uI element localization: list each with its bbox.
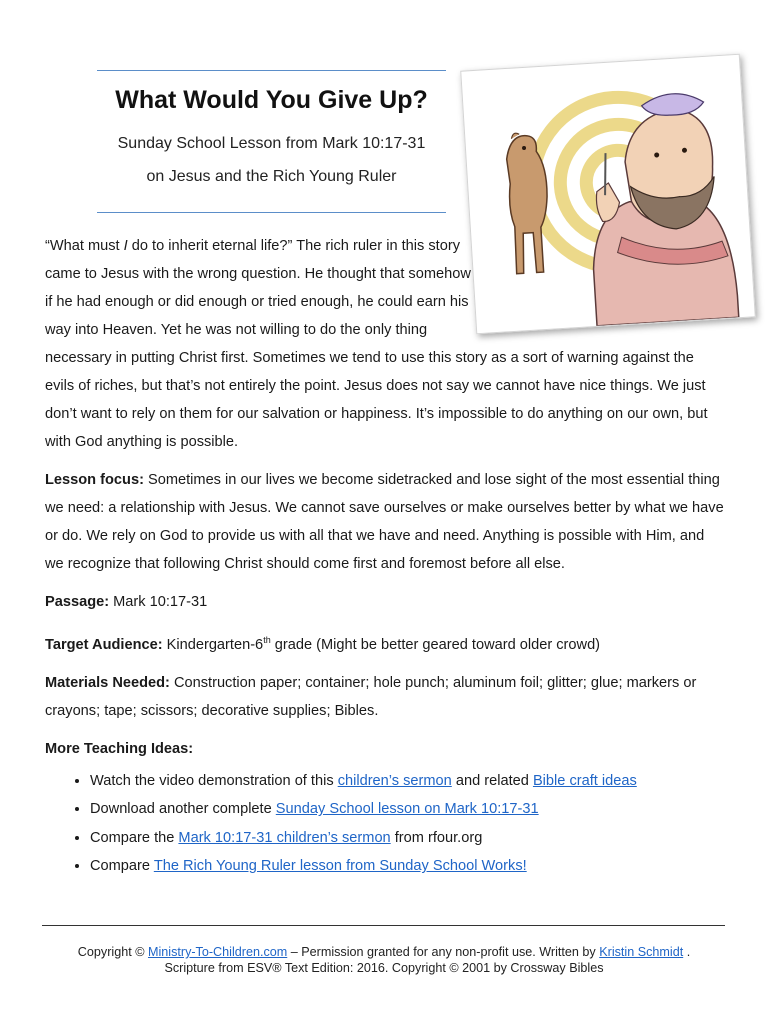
illustration-text-wrap-spacer <box>475 232 725 335</box>
footer-period: . <box>683 945 691 959</box>
target-audience-paragraph <box>45 626 725 659</box>
childrens-sermon-link[interactable]: children’s sermon <box>337 772 452 789</box>
footer-copyright-line <box>20 944 748 960</box>
rich-young-ruler-lesson-link[interactable]: The Rich Young Ruler lesson from Sunday School Works! <box>153 858 527 875</box>
bible-craft-ideas-link[interactable]: Bible craft ideas <box>532 772 637 789</box>
grade-superscript: th <box>263 635 271 645</box>
list-item-text: Compare <box>90 858 154 875</box>
passage-text: Mark 10:17-31 <box>109 594 208 610</box>
footer <box>20 944 748 976</box>
ministry-to-children-link[interactable]: Ministry-To-Children.com <box>147 945 288 959</box>
target-audience-label: Target Audience: <box>45 636 163 653</box>
materials-paragraph <box>45 669 725 725</box>
list-item <box>90 767 725 796</box>
lesson-content <box>45 232 725 881</box>
list-item-text: Compare the <box>90 829 179 846</box>
intro-quote-rest: do to inherit eternal life?” The rich ruler in this story came to Jesus with the wrong question. He thought that somehow if he had enough or did enough or tried enough, he could earn his way into Heaven. Yet he was not willing to do the only thing necessary in putting Christ first. Sometimes we tend to use this story as a sort of warning against the evils of riches, but that’s not entirely the point. Jesus does not say we cannot have nice things. We just don’t want to rely on them for our salvation or happiness. It’s impossible to do anything on our own, but with God anything is possible. <box>45 238 708 450</box>
materials-label: Materials Needed: <box>45 674 170 691</box>
list-item-text: and related <box>451 772 533 789</box>
subtitle-line-1: Sunday School Lesson from Mark 10:17-31 <box>117 135 426 152</box>
more-ideas-paragraph <box>45 735 725 763</box>
footer-scripture-line: Scripture from ESV® Text Edition: 2016. Copyright © 2001 by Crossway Bibles <box>164 961 604 975</box>
list-item <box>90 824 725 853</box>
lesson-focus-text: Sometimes in our lives we become sidetracked and lose sight of the most essential thing we need: a relationship with Jesus. We cannot save ourselves or make ourselves better by what we have or do. We rely on God to provide us with all that we have and need. Anything is possible with Him, and we recognize that following Christ should come first and foremost before all else. <box>45 472 724 572</box>
list-item <box>90 795 725 824</box>
footer-permission-text: – Permission granted for any non-profit use. Written by <box>287 945 600 959</box>
author-link[interactable]: Kristin Schmidt <box>599 945 684 959</box>
title-bottom-rule <box>97 212 446 213</box>
list-item-text: Download another complete <box>90 801 276 818</box>
intro-quote-emphasis: I <box>123 238 128 254</box>
mark-childrens-sermon-link[interactable]: Mark 10:17-31 children’s sermon <box>178 829 391 846</box>
more-ideas-label: More Teaching Ideas: <box>45 740 194 757</box>
list-item <box>90 852 725 881</box>
footer-rule <box>42 925 725 926</box>
page-title: What Would You Give Up? <box>115 86 428 114</box>
target-audience-text-end: grade (Might be better geared toward older crowd) <box>270 636 601 653</box>
list-item-text: from rfour.org <box>390 829 483 846</box>
subtitle-line-2: on Jesus and the Rich Young Ruler <box>146 168 397 185</box>
target-audience-text: Kindergarten-6 <box>162 636 264 653</box>
lesson-focus-label: Lesson focus: <box>45 472 144 488</box>
passage-label: Passage: <box>45 594 110 610</box>
sunday-school-lesson-link[interactable]: Sunday School lesson on Mark 10:17-31 <box>275 801 539 818</box>
teaching-ideas-list <box>45 767 725 881</box>
footer-copyright-text: Copyright © <box>77 945 148 959</box>
materials-text: Construction paper; container; hole punch; aluminum foil; glitter; glue; markers or crayons; tape; scissors; decorative supplies; Bibles. <box>45 674 697 719</box>
intro-quote-open: “What must <box>45 238 124 254</box>
title-top-rule <box>97 70 446 71</box>
passage-paragraph <box>45 588 725 616</box>
list-item-text: Watch the video demonstration of this <box>90 772 338 789</box>
lesson-focus-paragraph <box>45 466 725 578</box>
